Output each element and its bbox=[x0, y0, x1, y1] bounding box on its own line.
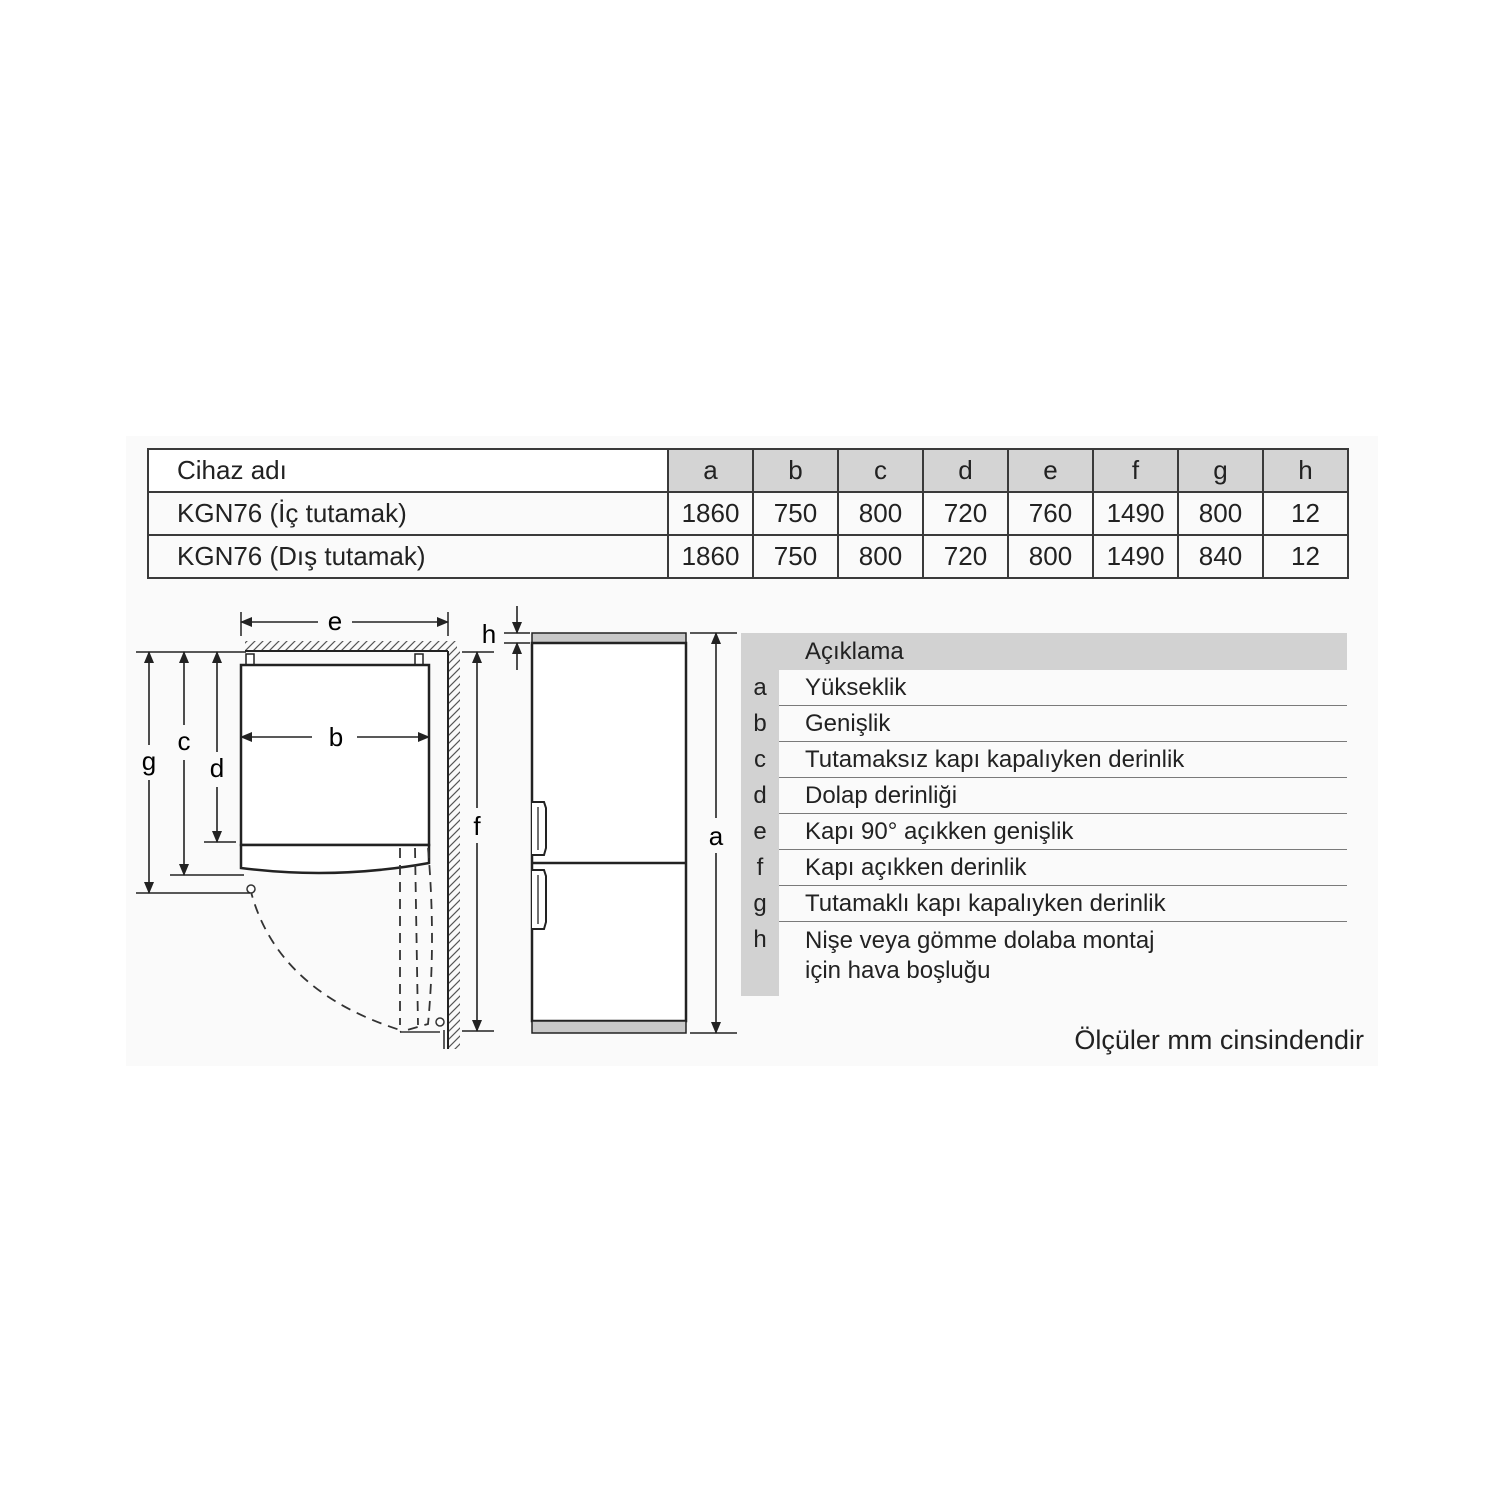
upper-door-handle bbox=[532, 802, 546, 855]
lower-door-handle bbox=[532, 870, 546, 929]
legend-text: Kapı açıkken derinlik bbox=[779, 850, 1347, 886]
legend-item bbox=[741, 814, 1347, 850]
legend-key: a bbox=[741, 670, 779, 706]
legend-key: f bbox=[741, 850, 779, 886]
hinge-point bbox=[247, 885, 255, 893]
dimension-c-label: c bbox=[177, 726, 191, 756]
legend-text: Kapı 90° açıkken genişlik bbox=[779, 814, 1347, 850]
legend-key: c bbox=[741, 742, 779, 778]
legend-text bbox=[779, 922, 1347, 996]
legend-item bbox=[741, 778, 1347, 814]
device-name-header: Cihaz adı bbox=[148, 449, 668, 492]
column-header: h bbox=[1263, 449, 1348, 492]
device-name-cell: KGN76 (İç tutamak) bbox=[148, 492, 668, 535]
fridge-front-view bbox=[532, 643, 686, 1021]
column-header: a bbox=[668, 449, 753, 492]
value-cell: 1490 bbox=[1093, 535, 1178, 578]
dimension-f-label: f bbox=[473, 811, 481, 841]
legend-text: Yükseklik bbox=[779, 670, 1347, 706]
value-cell: 760 bbox=[1008, 492, 1093, 535]
dimension-h-label: h bbox=[481, 619, 497, 649]
rear-spacer bbox=[246, 654, 254, 665]
column-header: e bbox=[1008, 449, 1093, 492]
value-cell: 720 bbox=[923, 535, 1008, 578]
legend-key: e bbox=[741, 814, 779, 850]
hinge-point bbox=[436, 1018, 444, 1026]
value-cell: 800 bbox=[1008, 535, 1093, 578]
units-note: Ölçüler mm cinsindendir bbox=[1074, 1025, 1364, 1055]
legend-key: h bbox=[741, 922, 779, 996]
legend-text-line: Nişe veya gömme dolaba montaj bbox=[805, 927, 1155, 954]
bottom-plinth bbox=[532, 1021, 686, 1033]
value-cell: 1860 bbox=[668, 535, 753, 578]
column-header: b bbox=[753, 449, 838, 492]
legend-key: d bbox=[741, 778, 779, 814]
device-name-cell: KGN76 (Dış tutamak) bbox=[148, 535, 668, 578]
legend-text-line: için hava boşluğu bbox=[805, 957, 991, 984]
legend-item bbox=[741, 850, 1347, 886]
column-header: d bbox=[923, 449, 1008, 492]
value-cell: 12 bbox=[1263, 535, 1348, 578]
legend-item bbox=[741, 670, 1347, 706]
legend-header bbox=[741, 633, 1347, 670]
legend-item bbox=[741, 742, 1347, 778]
legend-item bbox=[741, 922, 1347, 996]
legend bbox=[741, 633, 1347, 996]
dimension-b-label: b bbox=[328, 722, 344, 752]
column-header: g bbox=[1178, 449, 1263, 492]
column-header: c bbox=[838, 449, 923, 492]
rear-spacer bbox=[415, 654, 423, 665]
dimension-d-label: d bbox=[209, 753, 225, 783]
value-cell: 800 bbox=[1178, 492, 1263, 535]
dimension-g-label: g bbox=[141, 746, 157, 776]
value-cell: 750 bbox=[753, 492, 838, 535]
column-header: f bbox=[1093, 449, 1178, 492]
value-cell: 1490 bbox=[1093, 492, 1178, 535]
legend-item bbox=[741, 886, 1347, 922]
legend-text: Tutamaksız kapı kapalıyken derinlik bbox=[779, 742, 1347, 778]
legend-title: Açıklama bbox=[805, 637, 904, 665]
legend-key: g bbox=[741, 886, 779, 922]
dimension-e-label: e bbox=[327, 606, 343, 636]
value-cell: 800 bbox=[838, 535, 923, 578]
value-cell: 1860 bbox=[668, 492, 753, 535]
fridge-cabinet-top-view bbox=[241, 665, 429, 845]
legend-text: Dolap derinliği bbox=[779, 778, 1347, 814]
value-cell: 750 bbox=[753, 535, 838, 578]
top-cover bbox=[532, 633, 686, 643]
value-cell: 800 bbox=[838, 492, 923, 535]
value-cell: 840 bbox=[1178, 535, 1263, 578]
legend-text: Genişlik bbox=[779, 706, 1347, 742]
door-swing-arc bbox=[250, 888, 400, 1030]
dimension-a-label: a bbox=[708, 821, 724, 851]
legend-text: Tutamaklı kapı kapalıyken derinlik bbox=[779, 886, 1347, 922]
legend-key: b bbox=[741, 706, 779, 742]
door-open-outline bbox=[400, 848, 432, 1032]
legend-item bbox=[741, 706, 1347, 742]
value-cell: 720 bbox=[923, 492, 1008, 535]
value-cell: 12 bbox=[1263, 492, 1348, 535]
